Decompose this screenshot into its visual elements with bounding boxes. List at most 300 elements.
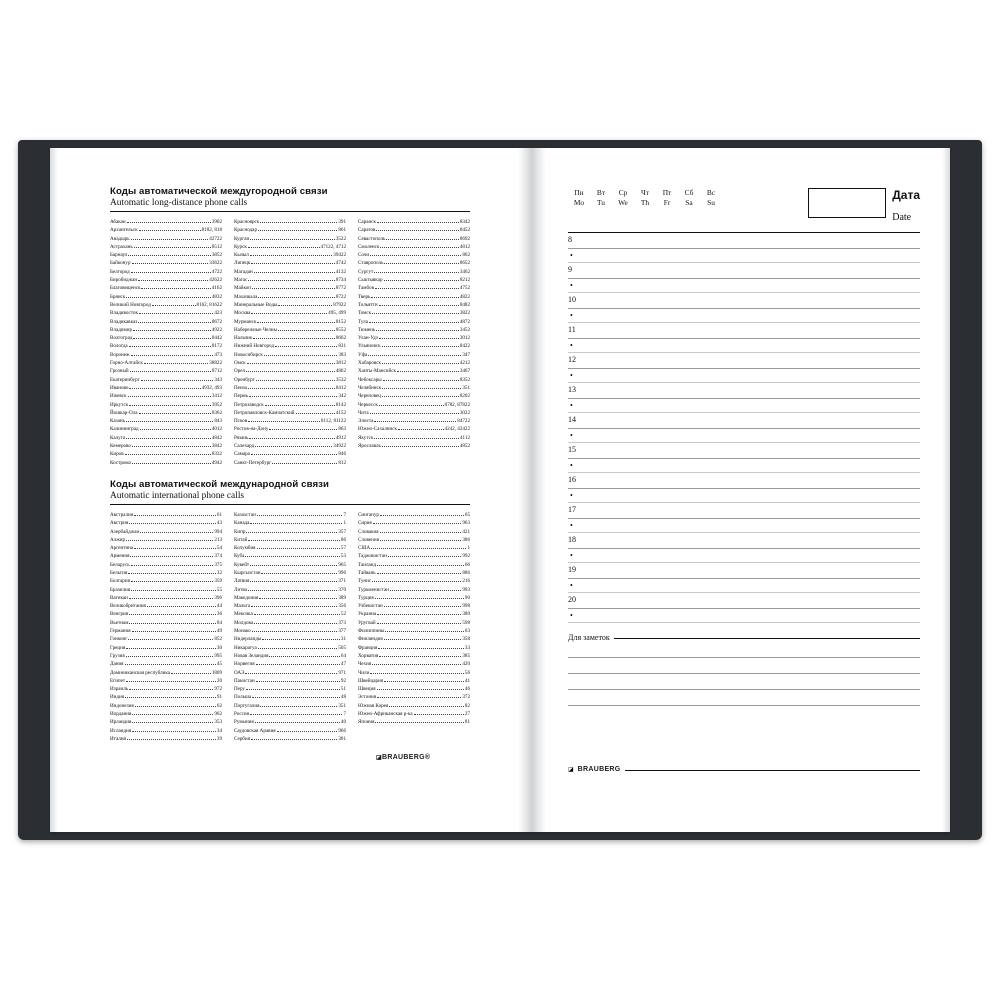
code-entry-name: Орел bbox=[234, 368, 246, 375]
code-entry bbox=[234, 635, 346, 643]
code-entry-name: Австрия bbox=[110, 520, 129, 527]
code-entry-name: Сербия bbox=[234, 735, 250, 742]
code-entry-name: Благовещенск bbox=[110, 285, 141, 292]
hour-number: 17 bbox=[568, 505, 576, 514]
code-entry-value: 8442 bbox=[211, 335, 222, 342]
half-hour-writing-line[interactable] bbox=[568, 249, 920, 263]
code-entry-value: 34922 bbox=[333, 443, 346, 450]
code-entry-leader bbox=[126, 536, 213, 541]
code-entry-value: 4912 bbox=[335, 434, 346, 441]
code-entry bbox=[234, 401, 346, 409]
code-entry-name: Португалия bbox=[234, 702, 260, 709]
code-entry bbox=[234, 351, 346, 359]
code-entry-value: 42722 bbox=[209, 235, 222, 242]
hour-number: 12 bbox=[568, 355, 576, 364]
code-entry-leader bbox=[126, 293, 211, 298]
weekday-we[interactable] bbox=[612, 188, 634, 208]
code-entry-leader bbox=[377, 693, 461, 698]
code-entry-leader bbox=[129, 519, 216, 524]
code-entry-name: Махачкала bbox=[234, 293, 258, 300]
weekday-tu[interactable] bbox=[590, 188, 612, 208]
code-entry-value: 8332 bbox=[211, 451, 222, 458]
code-entry-leader bbox=[140, 425, 211, 430]
hour-number: 15 bbox=[568, 445, 576, 454]
code-entry-value: 31 bbox=[340, 636, 346, 643]
code-entry-value: 8142 bbox=[335, 401, 346, 408]
code-entry-value: 863 bbox=[338, 426, 346, 433]
code-entry bbox=[110, 268, 222, 276]
code-entry bbox=[234, 409, 346, 417]
code-entry bbox=[358, 243, 470, 251]
code-entry-name: Красноярск bbox=[234, 219, 260, 225]
code-entry-leader bbox=[129, 384, 200, 389]
code-entry-name: Таиланд bbox=[358, 561, 377, 568]
date-input-box[interactable] bbox=[808, 188, 886, 218]
half-hour-dot: • bbox=[570, 401, 573, 410]
code-entry-name: Вологда bbox=[110, 343, 128, 350]
section-divider bbox=[110, 211, 470, 212]
code-entry bbox=[110, 544, 222, 552]
code-entry-leader bbox=[374, 434, 459, 439]
code-entry bbox=[110, 511, 222, 519]
page-edge-left bbox=[50, 148, 58, 832]
code-entry-value: 90 bbox=[464, 594, 470, 601]
code-entry bbox=[358, 652, 470, 660]
code-entry-leader bbox=[132, 459, 211, 464]
half-hour-writing-line[interactable] bbox=[568, 609, 920, 623]
code-entry bbox=[358, 293, 470, 301]
code-entry-name: Швейцария bbox=[358, 677, 384, 684]
section-title-en-2: Automatic international phone calls bbox=[110, 490, 245, 501]
half-hour-writing-line[interactable] bbox=[568, 579, 920, 593]
code-entry-name: Элиста bbox=[358, 418, 374, 425]
code-entry bbox=[358, 226, 470, 234]
weekday-label-ru: Чт bbox=[640, 188, 650, 197]
hour-row[interactable] bbox=[568, 233, 920, 249]
code-entry bbox=[234, 610, 346, 618]
code-entry-value: 396 bbox=[214, 594, 222, 601]
code-entry-value: 966 bbox=[338, 727, 346, 734]
weekday-sa[interactable] bbox=[678, 188, 700, 208]
half-hour-row[interactable] bbox=[568, 519, 920, 533]
half-hour-writing-line[interactable] bbox=[568, 489, 920, 503]
brand-reg-left: ® bbox=[424, 754, 431, 761]
hour-writing-line[interactable] bbox=[568, 293, 920, 309]
code-entry-value: 8692 bbox=[459, 235, 470, 242]
code-entry bbox=[358, 702, 470, 710]
hour-row[interactable] bbox=[568, 293, 920, 309]
code-entry bbox=[358, 301, 470, 309]
code-entry bbox=[234, 309, 346, 317]
code-entry-value: 994 bbox=[214, 528, 222, 535]
code-entry bbox=[358, 528, 470, 536]
date-label-en: Date bbox=[892, 212, 912, 223]
code-entry-value: 8342 bbox=[459, 219, 470, 225]
code-entry-leader bbox=[377, 569, 462, 574]
code-entry bbox=[110, 710, 222, 718]
code-entry-name: Перу bbox=[234, 686, 245, 693]
half-hour-row[interactable] bbox=[568, 369, 920, 383]
code-entry-name: Тюмень bbox=[358, 326, 376, 333]
code-entry-leader bbox=[255, 442, 332, 447]
left-page bbox=[58, 148, 513, 832]
hour-writing-line[interactable] bbox=[568, 383, 920, 399]
hour-schedule bbox=[568, 232, 920, 623]
notes-writing-line[interactable] bbox=[568, 674, 920, 690]
hour-writing-line[interactable] bbox=[568, 413, 920, 429]
date-label-ru: Дата bbox=[892, 188, 920, 202]
code-entry bbox=[110, 569, 222, 577]
code-entry bbox=[234, 544, 346, 552]
code-entry-value: 8652 bbox=[459, 260, 470, 267]
code-entry-leader bbox=[131, 268, 211, 273]
code-entry-value: 8482 bbox=[459, 301, 470, 308]
half-hour-writing-line[interactable] bbox=[568, 339, 920, 353]
hour-row[interactable] bbox=[568, 533, 920, 549]
hour-writing-line[interactable] bbox=[568, 473, 920, 489]
code-entry-value: 20 bbox=[216, 677, 222, 684]
code-entry-leader bbox=[251, 602, 337, 607]
code-entry bbox=[234, 284, 346, 292]
code-entry-name: Новая Зеландия bbox=[234, 652, 269, 659]
section-international bbox=[110, 479, 470, 743]
code-entry-name: Кострома bbox=[110, 459, 131, 466]
code-entry bbox=[110, 536, 222, 544]
half-hour-row[interactable] bbox=[568, 399, 920, 413]
code-entry-leader bbox=[379, 652, 461, 657]
hour-row[interactable] bbox=[568, 503, 920, 519]
code-entry-value: 993 bbox=[462, 586, 470, 593]
half-hour-row[interactable] bbox=[568, 309, 920, 323]
code-entry bbox=[358, 594, 470, 602]
code-entry-name: Армения bbox=[110, 553, 130, 560]
code-entry-name: Байконур bbox=[110, 260, 131, 267]
code-column bbox=[234, 511, 346, 743]
code-entry bbox=[358, 586, 470, 594]
code-entry-name: Магас bbox=[234, 277, 248, 284]
hour-row[interactable] bbox=[568, 593, 920, 609]
code-entry bbox=[234, 652, 346, 660]
hour-number: 18 bbox=[568, 535, 576, 544]
code-entry bbox=[110, 669, 222, 677]
hour-writing-line[interactable] bbox=[568, 233, 920, 249]
code-entry-name: Россия bbox=[234, 711, 249, 718]
code-entry-leader bbox=[257, 544, 340, 549]
code-entry-leader bbox=[384, 635, 462, 640]
code-entry-value: 216 bbox=[462, 578, 470, 585]
code-entry bbox=[234, 569, 346, 577]
hour-number: 10 bbox=[568, 295, 576, 304]
code-entry-leader bbox=[129, 594, 213, 599]
code-entry bbox=[234, 450, 346, 458]
code-entry bbox=[110, 276, 222, 284]
half-hour-row[interactable] bbox=[568, 279, 920, 293]
hour-row[interactable] bbox=[568, 413, 920, 429]
half-hour-row[interactable] bbox=[568, 339, 920, 353]
hour-number: 20 bbox=[568, 595, 576, 604]
code-entry-leader bbox=[390, 586, 461, 591]
code-entry bbox=[358, 392, 470, 400]
code-entry-leader bbox=[385, 627, 464, 632]
half-hour-row[interactable] bbox=[568, 489, 920, 503]
code-entry bbox=[234, 417, 346, 425]
half-hour-row[interactable] bbox=[568, 459, 920, 473]
half-hour-row[interactable] bbox=[568, 249, 920, 263]
hour-writing-line[interactable] bbox=[568, 533, 920, 549]
code-entry-value: 473 bbox=[214, 351, 222, 358]
code-entry-leader bbox=[278, 326, 335, 331]
code-entry-value: 63 bbox=[464, 628, 470, 635]
code-entry-leader bbox=[378, 644, 464, 649]
code-entry-leader bbox=[255, 718, 340, 723]
code-entry bbox=[358, 417, 470, 425]
code-entry-value: 81 bbox=[464, 719, 470, 726]
half-hour-writing-line[interactable] bbox=[568, 459, 920, 473]
code-entry-value: 32 bbox=[216, 569, 222, 576]
code-entry-value: 861 bbox=[338, 227, 346, 234]
section-long-distance bbox=[110, 186, 470, 467]
hour-number: 16 bbox=[568, 475, 576, 484]
code-entry-leader bbox=[252, 627, 338, 632]
code-entry-name: Омск bbox=[234, 360, 246, 367]
code-entry bbox=[110, 619, 222, 627]
code-entry-leader bbox=[377, 619, 462, 624]
code-entry-leader bbox=[138, 318, 211, 323]
code-entry-value: 3412 bbox=[211, 393, 222, 400]
code-entry-value: 42622 bbox=[209, 277, 222, 284]
code-entry-name: Финляндия bbox=[358, 636, 383, 643]
hour-row[interactable] bbox=[568, 383, 920, 399]
notes-writing-line[interactable] bbox=[568, 658, 920, 674]
code-entry bbox=[358, 309, 470, 317]
code-entry-value: 963 bbox=[462, 520, 470, 527]
hour-writing-line[interactable] bbox=[568, 263, 920, 279]
half-hour-writing-line[interactable] bbox=[568, 519, 920, 533]
weekday-fr[interactable] bbox=[656, 188, 678, 208]
half-hour-writing-line[interactable] bbox=[568, 399, 920, 413]
hour-writing-line[interactable] bbox=[568, 353, 920, 369]
code-entry-value: 43 bbox=[216, 520, 222, 527]
code-entry-value: 8672 bbox=[211, 318, 222, 325]
half-hour-row[interactable] bbox=[568, 579, 920, 593]
code-entry-value: 4112 bbox=[460, 434, 470, 441]
weekday-label-ru: Вт bbox=[596, 188, 606, 197]
code-entry bbox=[358, 511, 470, 519]
code-entry-name: Сочи bbox=[358, 252, 370, 259]
weekday-selector[interactable] bbox=[568, 188, 722, 208]
code-entry-name: Нидерланды bbox=[234, 636, 262, 643]
code-entry-leader bbox=[261, 569, 337, 574]
code-entry bbox=[110, 519, 222, 527]
code-entry-leader bbox=[130, 552, 213, 557]
code-entry bbox=[110, 434, 222, 442]
code-entry-leader bbox=[382, 442, 459, 447]
code-entry-value: 358 bbox=[462, 636, 470, 643]
code-entry-name: Пенза bbox=[234, 384, 247, 391]
code-entry-value: 8452 bbox=[459, 227, 470, 234]
code-entry bbox=[110, 561, 222, 569]
code-entry-leader bbox=[251, 735, 337, 740]
hour-writing-line[interactable] bbox=[568, 323, 920, 339]
notes-writing-line[interactable] bbox=[568, 642, 920, 658]
code-entry-value: 4852 bbox=[459, 443, 470, 450]
code-entry-name: Екатеринбург bbox=[110, 376, 140, 383]
half-hour-writing-line[interactable] bbox=[568, 369, 920, 383]
code-entry bbox=[110, 644, 222, 652]
code-entry-leader bbox=[397, 367, 459, 372]
code-entry-name: Италия bbox=[110, 735, 126, 742]
code-entry bbox=[110, 450, 222, 458]
code-entry bbox=[110, 685, 222, 693]
hour-writing-line[interactable] bbox=[568, 503, 920, 519]
hour-writing-line[interactable] bbox=[568, 563, 920, 579]
notes-lines[interactable] bbox=[568, 642, 920, 706]
code-entry-name: Кипр bbox=[234, 528, 246, 535]
code-entry-leader bbox=[131, 351, 214, 356]
code-entry-value: 843 bbox=[214, 418, 222, 425]
code-entry-value: 56 bbox=[464, 669, 470, 676]
hour-writing-line[interactable] bbox=[568, 443, 920, 459]
hour-row[interactable] bbox=[568, 323, 920, 339]
code-entry bbox=[110, 718, 222, 726]
code-entry-name: Томск bbox=[358, 310, 372, 317]
code-entry-name: Белгород bbox=[110, 268, 130, 275]
code-entry-name: Ставрополь bbox=[358, 260, 384, 267]
code-entry-leader bbox=[125, 660, 216, 665]
weekday-su[interactable] bbox=[700, 188, 722, 208]
weekday-mo[interactable] bbox=[568, 188, 590, 208]
code-entry-value: 8722 bbox=[335, 293, 346, 300]
notes-head-rule bbox=[614, 637, 920, 639]
code-entry-value: 495, 499 bbox=[328, 310, 346, 317]
code-entry bbox=[110, 359, 222, 367]
code-entry bbox=[358, 251, 470, 259]
code-entry-name: Филиппины bbox=[358, 628, 385, 635]
notes-writing-line[interactable] bbox=[568, 690, 920, 706]
code-entry-name: Владикавказ bbox=[110, 318, 138, 325]
code-entry-leader bbox=[135, 702, 216, 707]
hour-row[interactable] bbox=[568, 353, 920, 369]
code-entry bbox=[110, 528, 222, 536]
half-hour-writing-line[interactable] bbox=[568, 429, 920, 443]
code-entry bbox=[234, 519, 346, 527]
code-entry bbox=[234, 235, 346, 243]
code-entry-leader bbox=[248, 276, 334, 281]
brand-text-left: BRAUBERG bbox=[381, 754, 425, 761]
code-entry-leader bbox=[254, 610, 340, 615]
code-entry bbox=[234, 552, 346, 560]
half-hour-row[interactable] bbox=[568, 609, 920, 623]
weekday-label-ru: Пн bbox=[574, 188, 584, 197]
code-entry-name: Астрахань bbox=[110, 243, 133, 250]
weekday-label-en: Su bbox=[707, 198, 715, 207]
code-entry bbox=[358, 610, 470, 618]
code-entry-value: 421 bbox=[462, 528, 470, 535]
code-entry-value: 213 bbox=[214, 536, 222, 543]
code-entry bbox=[110, 235, 222, 243]
code-entry bbox=[110, 309, 222, 317]
code-entry-leader bbox=[126, 677, 216, 682]
code-entry-value: 8782, 87822 bbox=[444, 401, 470, 408]
half-hour-writing-line[interactable] bbox=[568, 279, 920, 293]
code-entry bbox=[358, 569, 470, 577]
hour-row[interactable] bbox=[568, 263, 920, 279]
code-entry bbox=[234, 528, 346, 536]
code-entry-value: 995 bbox=[214, 652, 222, 659]
half-hour-row[interactable] bbox=[568, 429, 920, 443]
code-entry bbox=[110, 243, 222, 251]
hour-number: 19 bbox=[568, 565, 576, 574]
code-entry bbox=[358, 268, 470, 276]
code-entry-leader bbox=[250, 561, 337, 566]
code-entry-name: Ижевск bbox=[110, 393, 127, 400]
code-entry bbox=[234, 718, 346, 726]
code-entry-value: 33622 bbox=[209, 260, 222, 267]
code-entry-leader bbox=[141, 376, 214, 381]
code-entry-value: 8512 bbox=[211, 243, 222, 250]
hour-writing-line[interactable] bbox=[568, 593, 920, 609]
code-entry-value: 372 bbox=[462, 694, 470, 701]
notebook-spine bbox=[518, 148, 546, 832]
code-column bbox=[358, 218, 470, 467]
hour-row[interactable] bbox=[568, 443, 920, 459]
brand-mark-left: ◪ bbox=[376, 755, 382, 761]
code-entry-leader bbox=[382, 359, 459, 364]
weekday-th[interactable] bbox=[634, 188, 656, 208]
code-entry bbox=[234, 693, 346, 701]
code-entry-value: 3012 bbox=[459, 335, 470, 342]
code-entry-value: 34 bbox=[216, 727, 222, 734]
code-entry-leader bbox=[139, 409, 211, 414]
code-entry-name: Саратов bbox=[358, 227, 376, 234]
weekday-label-ru: Пт bbox=[662, 188, 672, 197]
code-entry-leader bbox=[139, 226, 201, 231]
code-entry-name: Аргентина bbox=[110, 545, 134, 552]
code-entry bbox=[110, 251, 222, 259]
code-entry bbox=[110, 652, 222, 660]
code-entry bbox=[110, 334, 222, 342]
half-hour-writing-line[interactable] bbox=[568, 549, 920, 563]
code-entry-leader bbox=[126, 417, 213, 422]
code-entry-name: Латвия bbox=[234, 578, 250, 585]
code-entry bbox=[358, 619, 470, 627]
code-entry-name: Узбекистан bbox=[358, 603, 383, 610]
half-hour-writing-line[interactable] bbox=[568, 309, 920, 323]
code-entry-name: Краснодар bbox=[234, 227, 257, 234]
code-entry-leader bbox=[278, 301, 332, 306]
code-entry-name: Турция bbox=[358, 594, 374, 601]
hour-row[interactable] bbox=[568, 473, 920, 489]
half-hour-row[interactable] bbox=[568, 549, 920, 563]
code-entry bbox=[110, 409, 222, 417]
hour-row[interactable] bbox=[568, 563, 920, 579]
code-entry-value: 4132 bbox=[335, 268, 346, 275]
code-entry-leader bbox=[259, 594, 337, 599]
code-entry-name: Кувейт bbox=[234, 561, 250, 568]
code-entry bbox=[234, 561, 346, 569]
code-entry-name: Владивосток bbox=[110, 310, 139, 317]
code-entry-leader bbox=[258, 644, 338, 649]
code-entry-leader bbox=[370, 251, 461, 256]
code-entry bbox=[358, 693, 470, 701]
code-entry bbox=[110, 367, 222, 375]
code-entry bbox=[358, 552, 470, 560]
code-entry-value: 8182, 818 bbox=[201, 227, 222, 234]
code-entry bbox=[110, 218, 222, 226]
code-entry-value: 7 bbox=[343, 511, 346, 518]
code-entry-leader bbox=[132, 718, 213, 723]
code-entry-name: Сургут bbox=[358, 268, 374, 275]
